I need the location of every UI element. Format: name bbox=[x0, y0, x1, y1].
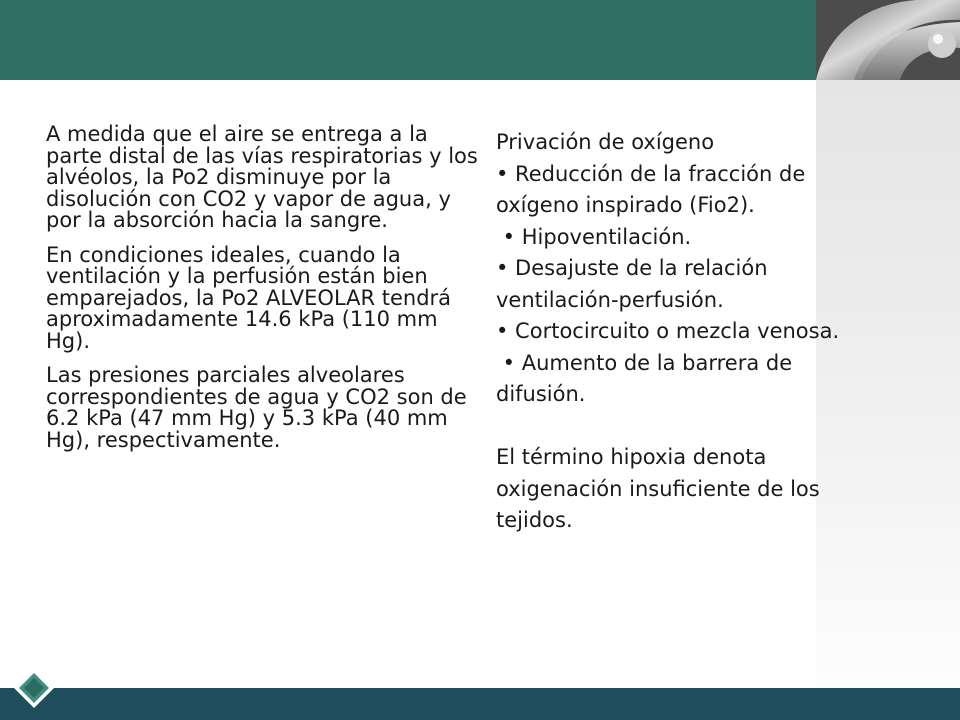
footer-band bbox=[0, 688, 960, 720]
paragraph-po2-decrease: A medida que el aire se entrega a la parte distal de las vías respiratorias y los alvéolos, la Po2 disminuye por la disolución con CO2 y vapor de agua, y por la absorción hacia la sangre. bbox=[46, 122, 478, 232]
bullet-vq-mismatch-cont: ventilación-perfusión. bbox=[496, 287, 724, 312]
diamond-logo-icon bbox=[13, 667, 55, 709]
chrome-swirl-graphic bbox=[816, 0, 960, 80]
hypoxia-definition-line-1: El término hipoxia denota bbox=[496, 445, 767, 469]
heading-oxygen-deprivation: Privación de oxígeno bbox=[496, 130, 715, 154]
bullet-fio2-reduction: • Reducción de la fracción de bbox=[496, 161, 806, 186]
right-text-column bbox=[496, 127, 916, 537]
bullet-diffusion-barrier: • Aumento de la barrera de bbox=[496, 350, 793, 375]
left-text-column bbox=[46, 124, 482, 464]
bullet-vq-mismatch: • Desajuste de la relación bbox=[496, 256, 768, 280]
paragraph-ideal-conditions: En condiciones ideales, cuando la ventilación y la perfusión están bien emparejados, la Po2 ALVEOLAR tendrá aproximadamente 14.6 kPa (110 mm Hg). bbox=[46, 242, 452, 353]
bullet-shunt: • Cortocircuito o mezcla venosa. bbox=[496, 319, 840, 343]
paragraph-partial-pressures: Las presiones parciales alveolares correspondientes de agua y CO2 son de 6.2 kPa (47 mm Hg) y 5.3 kPa (40 mm Hg), respectivamente. bbox=[46, 363, 467, 452]
bullet-diffusion-barrier-cont: difusión. bbox=[496, 382, 586, 406]
bullet-hypoventilation: • Hipoventilación. bbox=[496, 224, 692, 249]
hypoxia-definition-line-2: oxigenación insuficiente de los bbox=[496, 476, 820, 501]
bullet-fio2-reduction-cont: oxígeno inspirado (Fio2). bbox=[496, 193, 755, 217]
spacer bbox=[496, 411, 916, 443]
hypoxia-definition-line-3: tejidos. bbox=[496, 508, 573, 532]
